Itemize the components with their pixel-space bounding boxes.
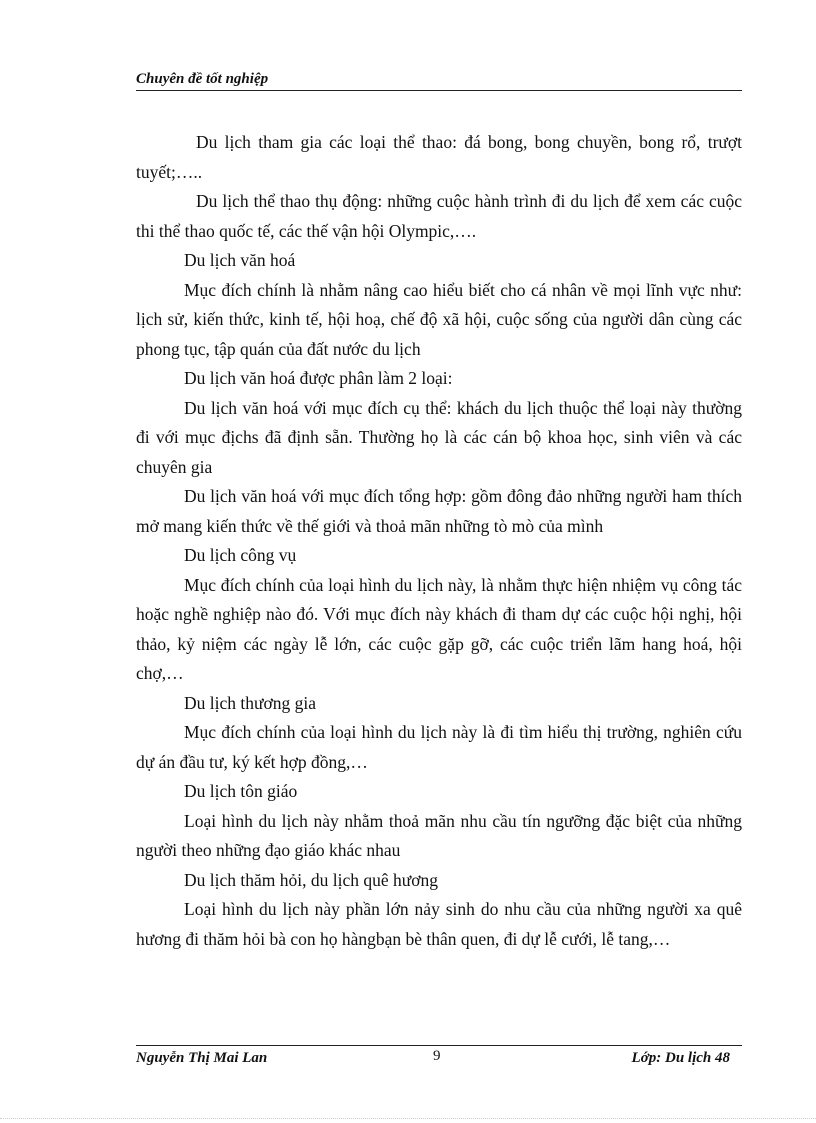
section-heading: Du lịch tôn giáo: [184, 781, 298, 801]
paragraph: Mục đích chính là nhằm nâng cao hiểu biết cho cá nhân về mọi lĩnh vực như: lịch sử, kiến thức, kinh tế, hội hoạ, chế độ xã hội, cuộc sống của người dân cùng các phong tục, tập quán của đất nước du lịch: [136, 279, 742, 359]
paragraph: Mục đích chính của loại hình du lịch này là đi tìm hiểu thị trường, nghiên cứu dự án đầu tư, ký kết hợp đồng,…: [136, 722, 742, 772]
paragraph: Loại hình du lịch này nhằm thoả mãn nhu cầu tín ngưỡng đặc biệt của những người theo những đạo giáo khác nhau: [136, 810, 742, 860]
paragraph: Du lịch thể thao thụ động: những cuộc hành trình đi du lịch để xem các cuộc thi thể thao quốc tế, các thế vận hội Olympic,….: [136, 191, 742, 241]
document-body: [136, 128, 742, 954]
page-footer: [136, 1045, 742, 1066]
section-heading: Du lịch thương gia: [184, 692, 316, 713]
section-heading: Du lịch văn hoá: [184, 250, 296, 270]
section-heading: Du lịch công vụ: [184, 545, 297, 565]
page-edge-divider: [0, 1118, 816, 1119]
paragraph: Du lịch tham gia các loại thể thao: đá bong, bong chuyền, bong rổ, trượt tuyết;…..: [136, 132, 742, 182]
paragraph: Du lịch văn hoá với mục đích cụ thể: khách du lịch thuộc thể loại này thường đi với mục địchs đã định sẵn. Thường họ là các cán bộ khoa học, sinh viên và các chuyên gia: [136, 397, 742, 477]
footer-class: Lớp: Du lịch 48: [631, 1050, 730, 1066]
paragraph: Du lịch văn hoá với mục đích tổng hợp: gồm đông đảo những người ham thích mở mang kiến thức về thế giới và thoả mãn những tò mò của mình: [136, 486, 742, 536]
page-header: [136, 70, 742, 91]
header-title: Chuyên đề tốt nghiệp: [136, 71, 269, 87]
paragraph: Mục đích chính của loại hình du lịch này, là nhằm thực hiện nhiệm vụ công tác hoặc nghề nghiệp nào đó. Với mục đích này khách đi tham dự các cuộc hội nghị, hội thảo, kỷ niệm các ngày lễ lớn, các cuộc gặp gỡ, các cuộc triển lãm hang hoá, hội chợ,…: [136, 574, 742, 683]
section-heading: Du lịch thăm hỏi, du lịch quê hương: [184, 869, 438, 890]
paragraph: Du lịch văn hoá được phân làm 2 loại:: [184, 368, 453, 388]
page-number: 9: [433, 1048, 441, 1064]
paragraph: Loại hình du lịch này phần lớn nảy sinh do nhu cầu của những người xa quê hương đi thăm hỏi bà con họ hàngbạn bè thân quen, đi dự lễ cưới, lễ tang,…: [136, 899, 742, 949]
footer-author: Nguyễn Thị Mai Lan: [136, 1050, 268, 1066]
